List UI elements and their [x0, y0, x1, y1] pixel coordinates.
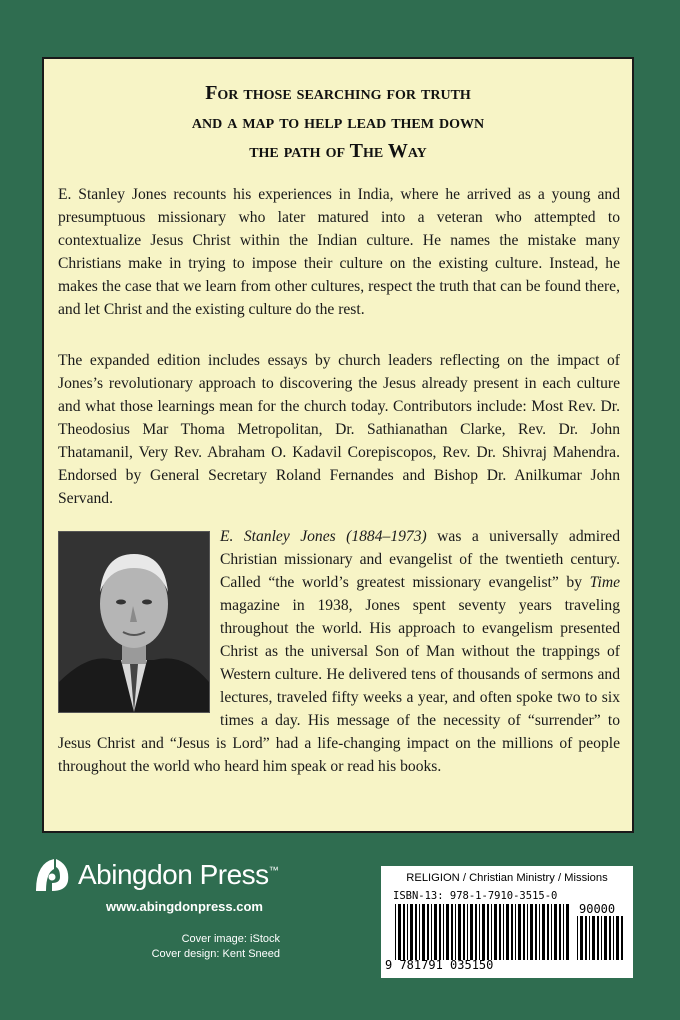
- cover-design-credit: Cover design: Kent Sneed: [151, 948, 280, 960]
- cover-image-credit: Cover image: iStock: [181, 933, 280, 945]
- barcode-bar: [559, 904, 561, 960]
- barcode-bar: [491, 904, 492, 960]
- barcode-bar: [482, 904, 485, 960]
- barcode-bar: [479, 904, 480, 960]
- barcode-bar: [419, 904, 420, 960]
- barcode-bar: [434, 904, 437, 960]
- barcode-bar: [554, 904, 557, 960]
- barcode-bar: [407, 904, 408, 960]
- barcode-bar: [535, 904, 537, 960]
- isbn-label: ISBN-13: 978-1-7910-3515-0: [393, 890, 558, 902]
- magazine-name: Time: [589, 574, 620, 591]
- barcode-bar: [506, 904, 509, 960]
- barcode-bar: [410, 904, 413, 960]
- barcode-bar: [515, 904, 516, 960]
- barcode-bar: [601, 916, 602, 960]
- publisher-block: [32, 855, 332, 965]
- barcode-bar: [527, 904, 528, 960]
- barcode-bar: [577, 916, 578, 960]
- barcode-bar: [499, 904, 501, 960]
- publisher-url[interactable]: www.abingdonpress.com: [106, 899, 263, 914]
- barcode-bar: [467, 904, 468, 960]
- barcode-bar: [585, 916, 587, 960]
- credits: [32, 932, 280, 962]
- price-barcode: [577, 916, 627, 960]
- abingdon-logo-icon: [32, 855, 72, 895]
- barcode-bar: [455, 904, 456, 960]
- barcode-bar: [621, 916, 623, 960]
- barcode-bar: [542, 904, 545, 960]
- barcode-bar: [439, 904, 441, 960]
- barcode-bar: [547, 904, 549, 960]
- barcode-bar: [422, 904, 425, 960]
- category-label: RELIGION / Christian Ministry / Missions: [406, 872, 608, 884]
- barcode-bar: [563, 904, 564, 960]
- barcode-bar: [494, 904, 497, 960]
- barcode-bar: [530, 904, 533, 960]
- barcode-bar: [427, 904, 429, 960]
- headline: [44, 79, 632, 166]
- publisher-name: Abingdon Press™: [78, 859, 279, 890]
- author-dates: (1884–1973): [346, 528, 427, 545]
- barcode-bar: [446, 904, 449, 960]
- barcode-number: 9 781791 035150: [385, 958, 494, 972]
- author-bio-text-b: magazine in 1938, Jones spent seventy years traveling throughout the world. His approach to evangelism presented Christ as the universal Son of Man without the trappings of Western culture. He delivered tens of thousands of sermons and lectures, traveled fifty weeks a year, and often spoke two to six times a day. His message of the necessity of “surrender” to Jesus Christ and “Jesus is Lord” had a life-changing impact on the millions of people throughout the world who heard him speak or read his books.: [58, 597, 620, 775]
- headline-line-3: the path of The Way: [249, 140, 427, 162]
- barcode-bar: [475, 904, 477, 960]
- description-paragraph-2: The expanded edition includes essays by church leaders reflecting on the impact of Jones’s revolutionary approach to discovering the Jesus already present in each culture and what those learnings mean for the church today. Contributors include: Most Rev. Dr. Theodosius Mar Thoma Metropolitan, Dr. Sathianathan Clarke, Rev. Dr. John Thatamanil, Very Rev. Abraham O. Kadavil Corepiscopos, Rev. Dr. Shivraj Mahendra. Endorsed by General Secretary Roland Fernandes and Bishop Dr. Anilkumar John Servand.: [58, 352, 620, 507]
- barcode-bar: [503, 904, 504, 960]
- barcode-bar: [604, 916, 607, 960]
- barcode-bar: [539, 904, 540, 960]
- description-paragraph-1: E. Stanley Jones recounts his experiences in India, where he arrived as a young and presumptuous missionary who later matured into a veteran who attempted to contextualize Jesus Christ within the Indian culture. He names the mistake many Christians make in trying to impose their culture on the existing culture. Instead, he makes the case that we learn from other cultures, respect the truth that can be found there, and let Christ and the existing culture do the rest.: [58, 186, 620, 318]
- author-bio-text-a: was a universally admired Christian missionary and evangelist of the twentieth century. Called “the world’s greatest missionary evangelist” by: [220, 528, 620, 591]
- barcode-bar: [470, 904, 473, 960]
- barcode-box: [381, 866, 633, 978]
- barcode-bar: [523, 904, 525, 960]
- barcode-bar: [518, 904, 521, 960]
- barcode-bar: [616, 916, 619, 960]
- barcode-bar: [403, 904, 405, 960]
- headline-line-2: and a map to help lead them down: [191, 111, 485, 133]
- barcode-bar: [395, 904, 396, 960]
- headline-line-1: For those searching for truth: [205, 82, 471, 104]
- barcode-bar: [463, 904, 465, 960]
- barcode-bar: [431, 904, 432, 960]
- barcode-bar: [592, 916, 595, 960]
- barcode-bar: [566, 904, 569, 960]
- barcode-bar: [511, 904, 513, 960]
- barcode-bar: [443, 904, 444, 960]
- barcode-bar: [398, 904, 401, 960]
- barcode-bar: [589, 916, 590, 960]
- barcode-bar: [451, 904, 453, 960]
- barcode-bar: [597, 916, 599, 960]
- barcode-bar: [415, 904, 417, 960]
- price-code: 90000: [579, 902, 616, 916]
- barcode-bar: [487, 904, 489, 960]
- back-cover-panel: [42, 57, 634, 833]
- isbn-barcode: [395, 904, 573, 960]
- barcode-bar: [609, 916, 611, 960]
- barcode-bar: [551, 904, 552, 960]
- barcode-bar: [580, 916, 583, 960]
- barcode-bar: [458, 904, 461, 960]
- barcode-bar: [613, 916, 614, 960]
- author-portrait: [58, 531, 210, 713]
- author-bio: [58, 525, 620, 778]
- author-name: E. Stanley Jones: [220, 528, 336, 545]
